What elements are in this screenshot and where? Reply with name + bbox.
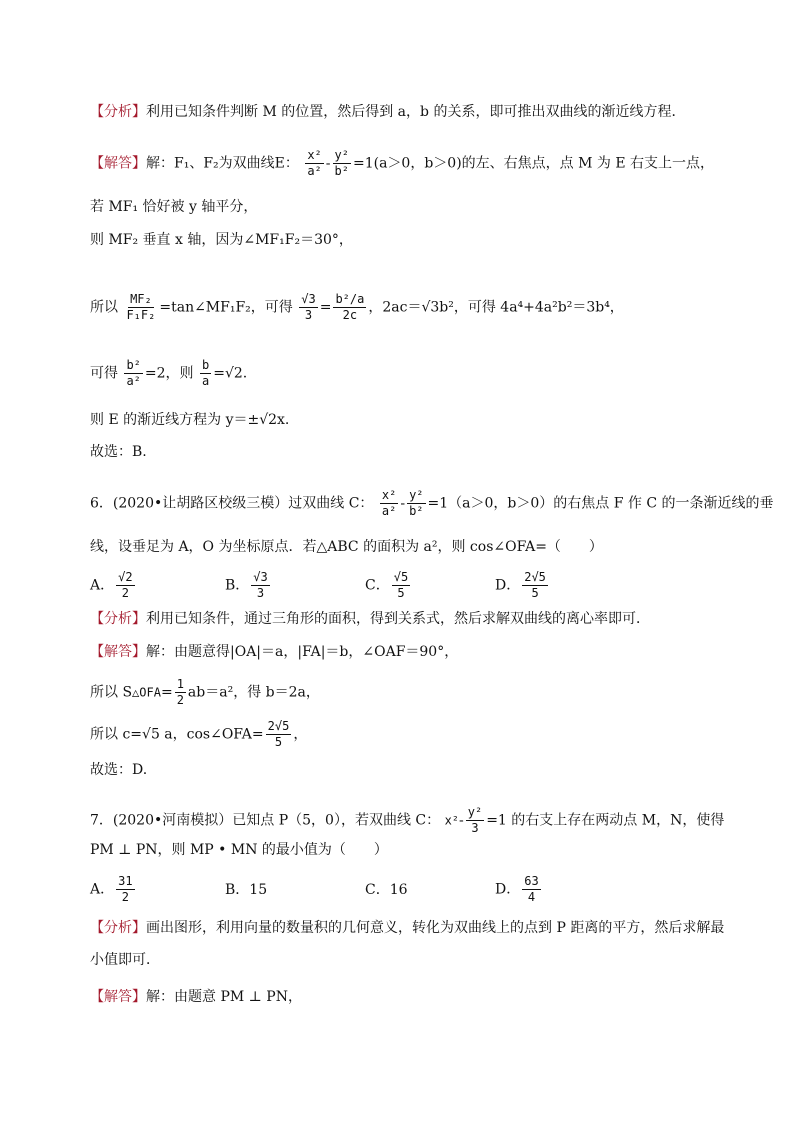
answer-line-tan: 所以 $\frac{\text{MF₂}}{\text{F₁F₂}}$ =tan∠MF₁F₂，可得 $\frac{√3}{3}$ = $\frac{\text{b²/a}}{2c}$ ，2ac＝√3b²，可得 4a⁴+4a²b²＝3b⁴， [90,292,624,322]
analysis-tag: 【分析】 [90,104,146,120]
answer-intro: 解：F₁、F₂为双曲线E： [146,155,299,172]
q6-options [90,570,740,600]
answer-line-ratio [90,358,740,389]
q6-answer-line-2: 所以 S△OFA= $\frac{1}{2}$ ab＝a²，得 b＝2a， [90,677,320,707]
tan-suffix: ，2ac＝√3b²，可得 4a⁴+4a²b²＝3b⁴， [368,299,624,316]
answer-tag: 【解答】 [90,155,146,172]
answer-choice: 故选：B. [90,444,147,460]
q6-cos-prefix: 所以 c=√5 a，cos∠OFA= [90,726,264,743]
answer-cond: =1(a＞0，b＞0)的左、右焦点，点 M 为 E 右支上一点， [352,155,715,172]
q6-answer-text: 解：由题意得|OA|＝a，|FA|＝b，∠OAF＝90°， [146,644,459,660]
fraction-2sqrt5-5: $\frac{2√5}{5}$ [267,719,290,749]
q6-analysis-tag: 【分析】 [90,611,146,627]
q6-answer-line-1 [90,642,740,662]
tan-prefix: 所以 [90,299,118,316]
q6-option-d[interactable]: D． $\frac{2√5}{5}$ [495,570,546,600]
q7-option-a[interactable]: A． $\frac{31}{2}$ [90,874,133,904]
q6-analysis-text: 利用已知条件，通过三角形的面积，得到关系式，然后求解双曲线的离心率即可． [146,611,650,627]
q7-stem-b: =1 的右支上存在两动点 M，N，使得 [486,812,725,829]
q6-option-a[interactable]: A． $\frac{√2}{2}$ [90,570,133,600]
analysis-text: 利用已知条件判断 M 的位置，然后得到 a，b 的关系，即可推出双曲线的渐近线方程． [146,104,686,120]
answer-line-asym: 则 E 的渐近线方程为 y＝±√2x. [90,412,290,428]
answer-line-perp: 则 MF₂ 垂直 x 轴，因为∠MF₁F₂＝30°， [90,232,353,248]
q7-option-c[interactable]: C．16 [365,882,408,898]
fraction-b2a-2c: $\frac{\text{b²/a}}{2c}$ [335,292,365,322]
q6-analysis-line [90,609,740,629]
fraction-y2-b2: $\frac{\text{y²}}{\text{b²}}$ [409,488,424,518]
fraction-sqrt3-3: $\frac{√3}{3}$ [301,292,316,322]
q6-answer-tag: 【解答】 [90,644,146,660]
q6-choice: 故选：D. [90,762,148,778]
q6-cos-suffix: ， [293,726,308,743]
q7-answer-text: 解：由题意 PM ⊥ PN， [146,989,302,1005]
fraction-x2-a2: $\frac{\text{x²}}{\text{a²}}$ [307,148,322,178]
fraction-b2-a2: $\frac{\text{b²}}{\text{a²}}$ [126,358,141,388]
q7-analysis-text-1: 画出图形，利用向量的数量积的几何意义，转化为双曲线上的点到 P 距离的平方，然后求解最 [146,920,725,936]
q6-stem-b: =1（a＞0，b＞0）的右焦点 F 作 C 的一条渐近线的垂 [427,495,774,512]
q6-answer-line-3 [90,719,740,750]
q7-stem-a: 7．(2020•河南模拟）已知点 P（5，0），若双曲线 C： [90,812,441,829]
fraction-x2-a2: $\frac{\text{x²}}{\text{a²}}$ [381,488,397,518]
q6-stem-line-1: 6．(2020•让胡路区校级三模）过双曲线 C： $\frac{\text{x²}}{\text{a²}}$ - $\frac{\text{y²}}{\text{b²}}$ =1（a＞0，b＞0）的右焦点 F 作 C 的一条渐近线的垂 [90,488,774,518]
fraction-mf2-f1f2: $\frac{\text{MF₂}}{\text{F₁F₂}}$ [126,292,156,322]
q6-area-suffix: ab＝a²，得 b＝2a， [187,684,320,701]
q7-answer-tag: 【解答】 [90,989,146,1005]
q6-stem-a: 6．(2020•让胡路区校级三模）过双曲线 C： [90,495,374,512]
q7-stem-line-1: 7．(2020•河南模拟）已知点 P（5，0），若双曲线 C： x²- $\frac{\text{y²}}{3}$ =1 的右支上存在两动点 M，N，使得 [90,805,725,835]
q7-answer-line-1 [90,987,740,1007]
q7-option-d[interactable]: D． $\frac{63}{4}$ [495,874,539,904]
answer-line-bisect: 若 MF₁ 恰好被 y 轴平分， [90,199,258,215]
analysis-line [90,102,740,122]
ratio-suffix: =√2. [213,365,248,382]
q7-analysis-line-1 [90,918,740,938]
tan-mid: =tan∠MF₁F₂，可得 [159,299,293,316]
q6-stem-line-2: 线，设垂足为 A，O 为坐标原点．若△ABC 的面积为 a²，则 cos∠OFA=（ ） [90,539,603,555]
q7-option-b[interactable]: B．15 [225,882,268,898]
fraction-1-2: $\frac{1}{2}$ [176,677,184,707]
q6-option-b[interactable]: B． $\frac{√3}{3}$ [225,570,268,600]
q7-analysis-tag: 【分析】 [90,920,146,936]
q7-analysis-line-2: 小值即可． [90,952,160,968]
q7-stem-line-2: PM ⊥ PN，则 MP • MN 的最小值为（ ） [90,842,388,858]
q7-options [90,874,740,904]
answer-line-1: 【解答】解：F₁、F₂为双曲线E： $\frac{\text{x²}}{\text{a²}}$ - $\frac{\text{y²}}{\text{b²}}$ =1(a＞0，b＞0)的左、右焦点，点 M 为 E 右支上一点， [90,148,715,178]
fraction-y2-3: $\frac{\text{y²}}{3}$ [467,805,483,835]
fraction-b-a: $\frac{b}{a}$ [202,358,210,388]
q6-option-c[interactable]: C． $\frac{√5}{5}$ [365,570,409,600]
q6-area-prefix: 所以 S [90,684,133,701]
ratio-prefix: 可得 [90,365,118,382]
ratio-mid: =2，则 [144,365,194,382]
fraction-y2-b2: $\frac{\text{y²}}{\text{b²}}$ [334,148,349,178]
